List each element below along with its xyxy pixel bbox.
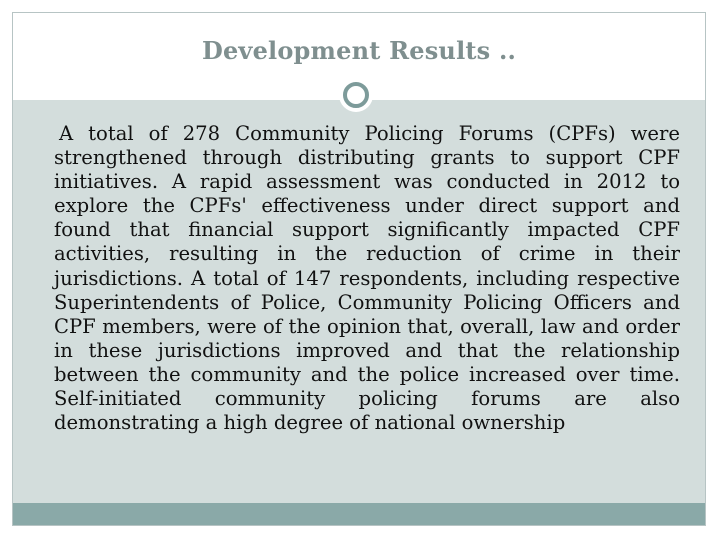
- circle-ring: [343, 82, 369, 108]
- footer-bar: [13, 503, 705, 525]
- body-paragraph: A total of 278 Community Policing Forums (CPFs) were strengthened through distributing grants to support CPF initiatives. A rapid assessment was conducted in 2012 to explore the CPFs' effectiveness under direct support and found that financial support significantly impacted CPF activities, resulting in the reduction of crime in their jurisdictions. A total of 147 respondents, including respective Superintendents of Police, Community Policing Officers and CPF members, were of the opinion that, overall, law and order in these jurisdictions improved and that the relationship between the community and the police increased over time. Self-initiated community policing forums are also demonstrating a high degree of national ownership: [54, 122, 680, 435]
- slide-title: Development Results ..: [201, 36, 517, 65]
- circle-ornament-icon: [339, 78, 373, 112]
